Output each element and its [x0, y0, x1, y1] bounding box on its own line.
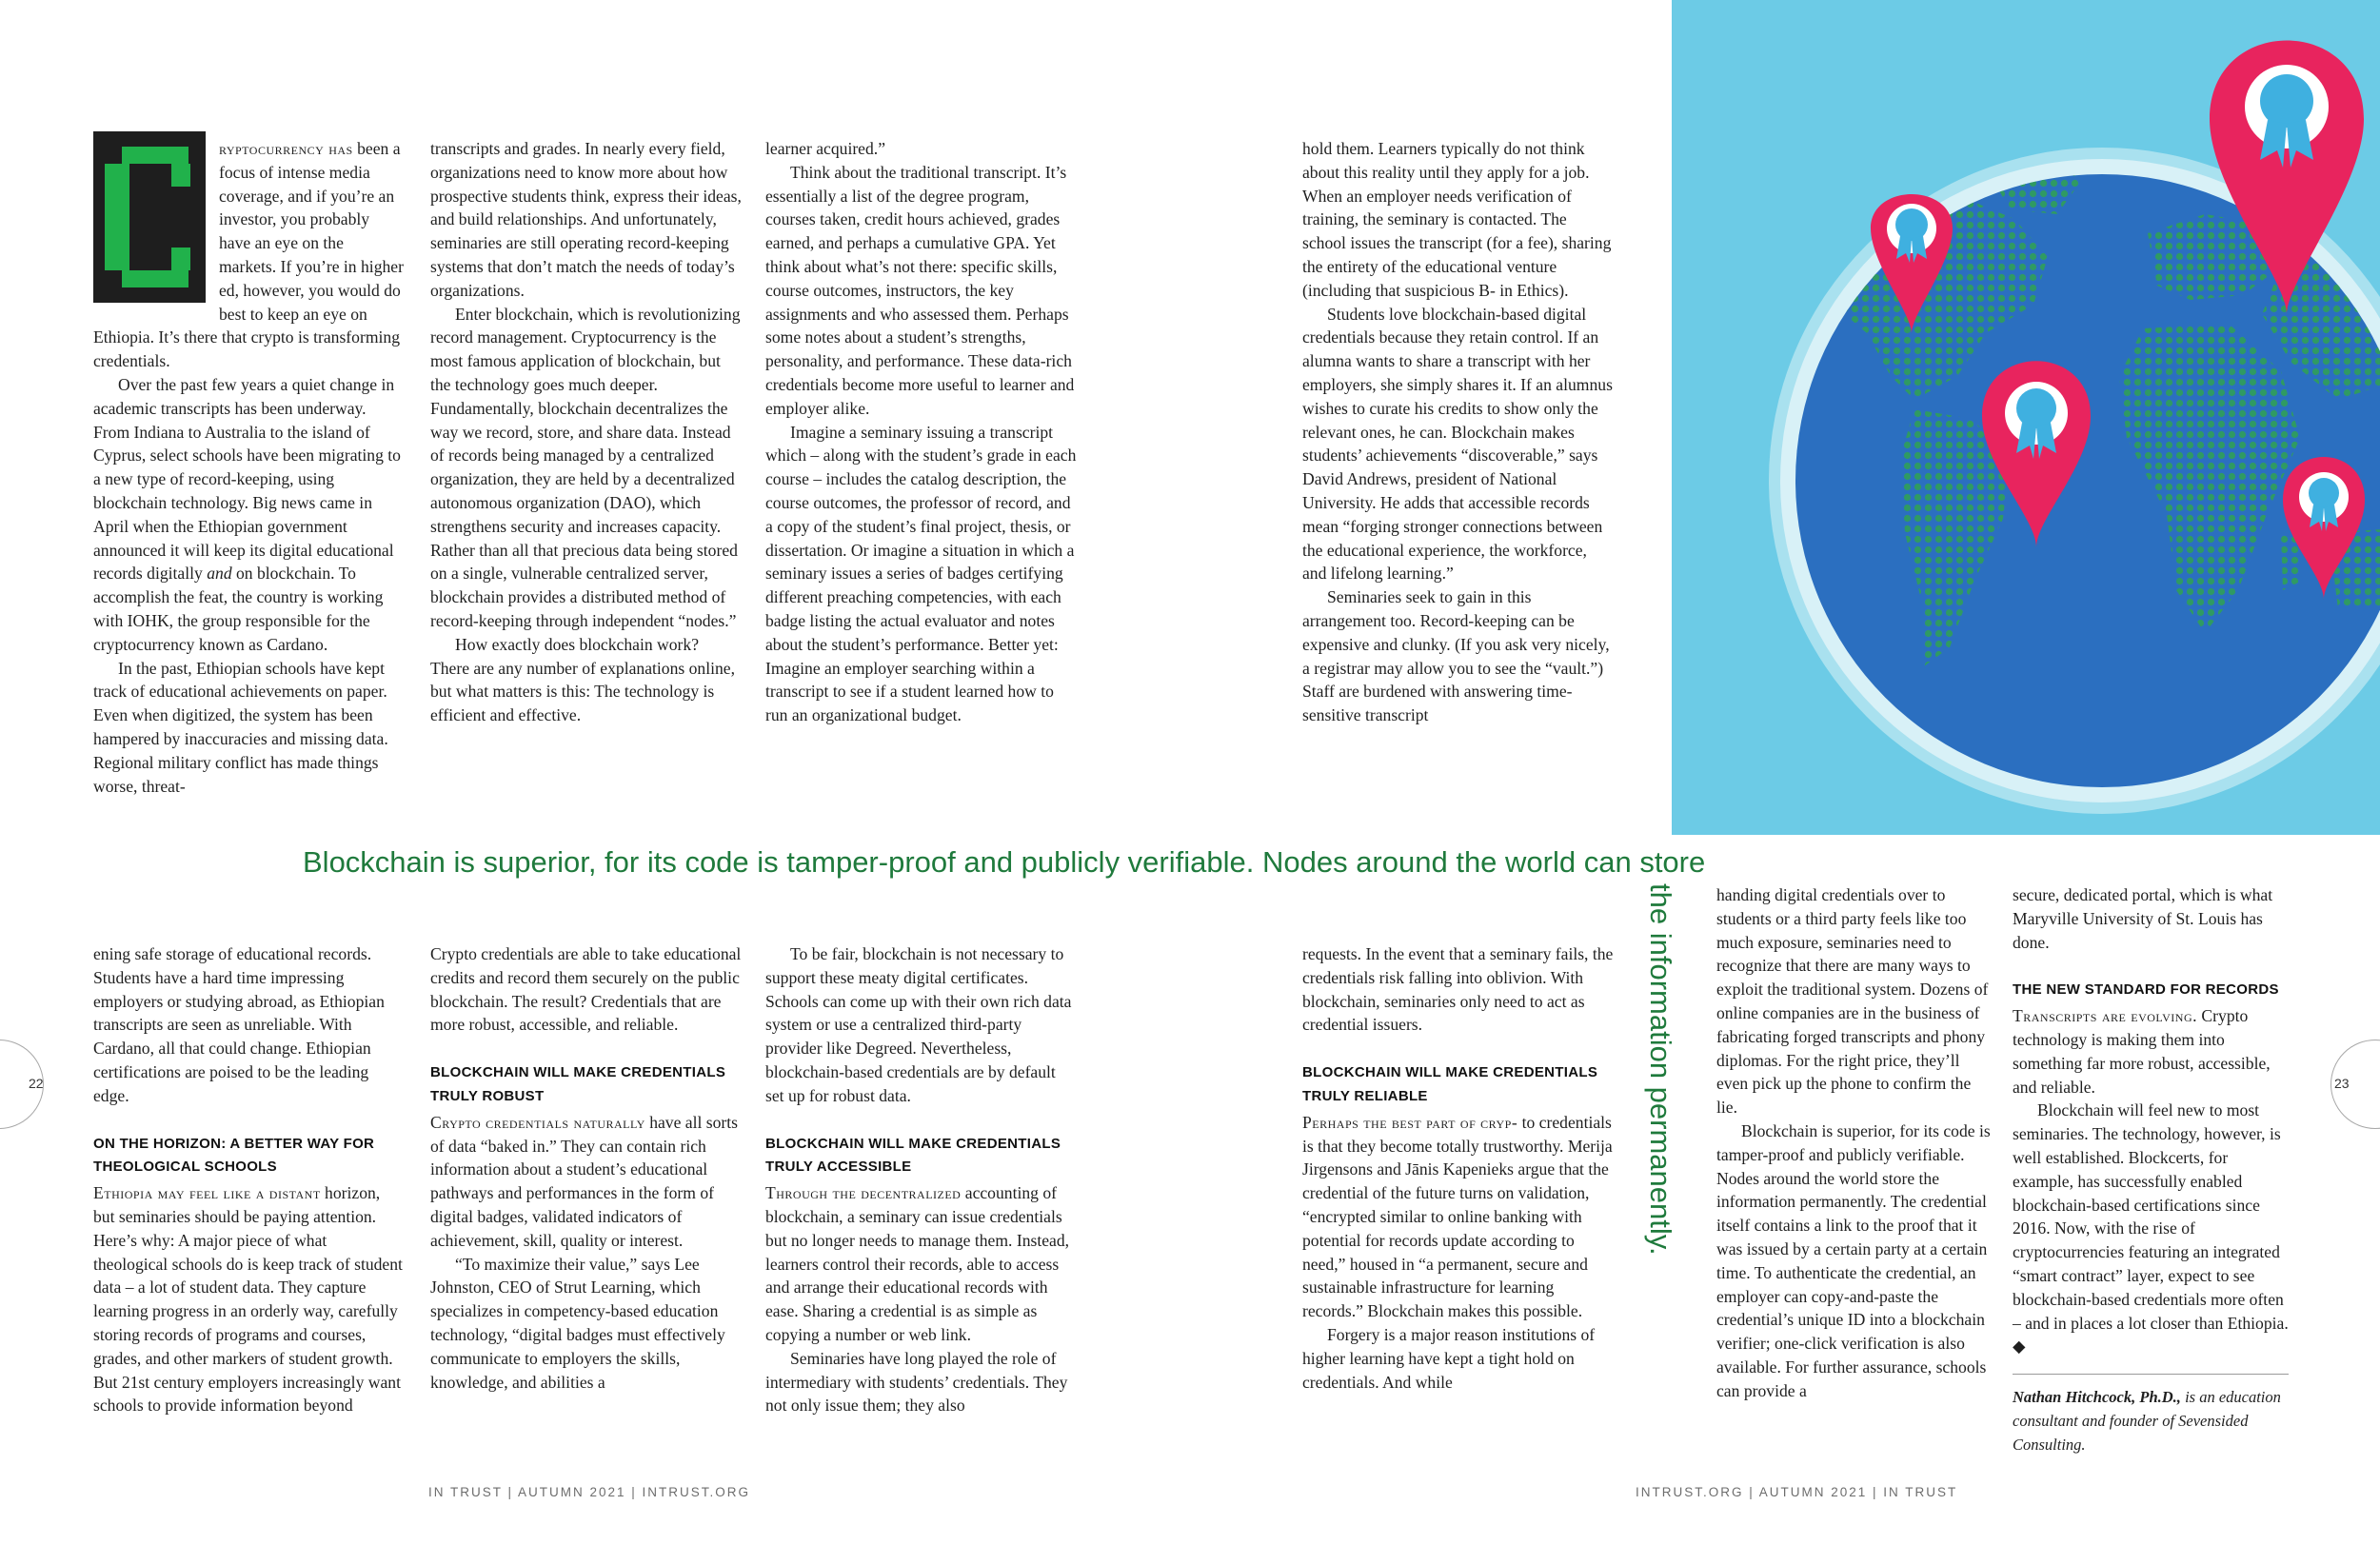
footer-right: INTRUST.ORG | AUTUMN 2021 | IN TRUST — [1636, 1485, 1958, 1499]
globe-with-pins-icon — [1672, 0, 2380, 835]
section-heading: THE NEW STANDARD FOR RECORDS — [2013, 981, 2279, 999]
dropcap — [93, 131, 206, 303]
pull-quote: Blockchain is superior, for its code is tamper-proof and publicly verifiable. Nodes around the world can store — [303, 845, 1706, 879]
page-number-right: 23 — [2334, 1076, 2350, 1091]
intro-lead: ryptocurrency has — [219, 139, 353, 158]
article-column-7: To be fair, blockchain is not necessary to support these meaty digital certificates. Schools can come up with their own rich data system or use a centralized third-party provider like Degreed. Nevertheless, blockchain-based credentials are by default set up for robust data. BLOCKCHAIN WILL MAKE CREDENTIALS TRULY ACCESSIBLE Through the decentralized accounting of blockchain, a seminary can issue credentials but no longer needs to manage them. Instead, learners control their records, able to access and arrange their educational records with ease. Sharing a credential is as simple as copying a number or web link. Seminaries have long played the role of intermediary with students’ credentials. They not only issue them; they also — [765, 942, 1077, 1417]
article-column-8: requests. In the event that a seminary fails, the credentials risk falling into oblivion. With blockchain, seminaries only need to act as credential issuers. BLOCKCHAIN WILL MAKE CREDENTIALS TRULY RELIABLE Perhaps the best part of cryp- to credentials is that they become totally trustworthy. Merija Jirgensons and Jānis Kapenieks argue that the credential of the future turns on validation, “encrypted similar to online banking with potential for records update according to need,” housed in “a permanent, secure and sustainable infrastructure for learning records.” Blockchain makes this possible. Forgery is a major reason institutions of higher learning have kept a tight hold on credentials. And while — [1302, 944, 1614, 1392]
author-bio: Nathan Hitchcock, Ph.D., is an education consultant and founder of Sevensided Consulting. — [2013, 1374, 2289, 1456]
section-heading: ON THE HORIZON: A BETTER WAY FOR THEOLOGICAL SCHOOLS — [93, 1135, 375, 1176]
section-heading: BLOCKCHAIN WILL MAKE CREDENTIALS TRULY ROBUST — [430, 1064, 726, 1104]
footer-left: IN TRUST | AUTUMN 2021 | INTRUST.ORG — [428, 1485, 751, 1499]
section-heading: BLOCKCHAIN WILL MAKE CREDENTIALS TRULY RELIABLE — [1302, 1064, 1598, 1104]
article-column-4: hold them. Learners typically do not think about this reality until they apply for a job. When an employer needs verification of training, the seminary is contacted. The school issues the transcript (for a fee), sharing the entirety of the educational venture (including that suspicious B- in Ethics). Students love blockchain-based digital credentials because they retain control. If an alumna wants to share a transcript with her employers, she simply shares it. If an alumnus wishes to curate his credits to show only the relevant ones, he can. Blockchain makes students’ achievements “discoverable,” says David Andrews, president of National University. He adds that accessible records mean “forging stronger connections between the educational experience, the workforce, and lifelong learning.” Seminaries seek to gain in this arrangement too. Record-keeping can be expensive and clunky. (If you ask very nicely, a registrar may allow you to see the “vault.”) Staff are burdened with answering time-sensitive transcript — [1302, 139, 1613, 725]
article-column-2: transcripts and grades. In nearly every field, organizations need to know more about how prospective students think, express their ideas, and build relationships. And unfortunately, seminaries are still operating record-keeping systems that don’t match the needs of today’s organizations. Enter blockchain, which is revolutionizing record management. Cryptocurrency is the most famous application of blockchain, but the technology goes much deeper. Fundamentally, blockchain decentralizes the way we record, store, and share data. Instead of records being managed by a centralized organization, they are held by a decentralized autonomous organization (DAO), which strengthens security and increases capacity. Rather than all that precious data being stored on a single, vulnerable centralized server, blockchain provides a distributed method of record-keeping through independent “nodes.” How exactly does blockchain work? There are any number of explanations online, but what matters is this: The technology is efficient and effective. — [430, 139, 742, 725]
article-column-10: secure, dedicated portal, which is what Maryville University of St. Louis has done. THE NEW STANDARD FOR RECORDS Transcripts are evolving. Crypto technology is making them into something far more robust, accessible, and reliable. Blockchain will feel new to most seminaries. The technology, however, is well established. Blockcerts, for example, has successfully enabled blockchain-based certifications since 2016. Now, with the rise of cryptocurrencies featuring an integrated “smart contract” layer, expect to see blockchain-based credentials more often – and in places a lot closer than Ethiopia. ◆ Nathan Hitchcock, Ph.D., is an education consultant and founder of Sevensided Consulting. — [2013, 883, 2289, 1457]
page-number-left: 22 — [29, 1076, 44, 1091]
globe-illustration — [1672, 0, 2380, 835]
end-mark-icon: ◆ — [2013, 1337, 2026, 1357]
article-column-1: ryptocurrency has been a focus of intense media coverage, and if you’re an investor, you probably have an eye on the markets. If you’re in higher ed, however, you would do best to keep an eye on Ethiopia. It’s there that crypto is transforming credentials. Over the past few years a quiet change in academic transcripts has been underway. From Indiana to Australia to the island of Cyprus, select schools have been migrating to a new type of record-keeping, using blockchain technology. Big news came in April when the Ethiopian government announced it will keep its digital educational records digitally and on blockchain. To accomplish the feat, the country is working with IOHK, the group responsible for the cryptocurrency known as Cardano. In the past, Ethiopian schools have kept track of educational achievements on paper. Even when digitized, the system has been hampered by inaccuracies and missing data. Regional military conflict has made things worse, threat- — [93, 137, 405, 798]
article-column-6: Crypto credentials are able to take educational credits and record them securely on the public blockchain. The result? Credentials that are more robust, accessible, and reliable. BLOCKCHAIN WILL MAKE CREDENTIALS TRULY ROBUST Crypto credentials naturally have all sorts of data “baked in.” They can contain rich information about a student’s educational pathways and performances in the form of digital badges, validated indicators of achievement, skill, quality or interest. “To maximize their value,” says Lee Johnston, CEO of Strut Learning, which specializes in competency-based education technology, “digital badges must effectively communicate to employers the skills, knowledge, and abilities a — [430, 944, 742, 1392]
pull-quote-vertical: the information permanently. — [1644, 883, 1677, 1256]
article-column-3: learner acquired.” Think about the traditional transcript. It’s essentially a list of the degree program, courses taken, credit hours achieved, grades earned, and perhaps a cumulative GPA. Yet think about what’s not there: specific skills, course outcomes, instructors, the key assignments and who assessed them. Perhaps some notes about a student’s strengths, personality, and performance. These data-rich credentials become more useful to learner and employer alike. Imagine a seminary issuing a transcript which – along with the student’s grade in each course – includes the catalog description, the course outcomes, the professor of record, and a copy of the student’s final project, thesis, or dissertation. Or imagine a situation in which a seminary issues a series of badges certifying different preaching competencies, with each badge listing the actual evaluator and notes about the student’s performance. Better yet: Imagine an employer searching within a transcript to see if a student learned how to run an organizational budget. — [765, 139, 1077, 725]
section-heading: BLOCKCHAIN WILL MAKE CREDENTIALS TRULY ACCESSIBLE — [765, 1135, 1061, 1176]
article-column-9: handing digital credentials over to students or a third party feels like too much exposure, seminaries need to recognize that there are many ways to exploit the traditional system. Dozens of online companies are in the business of fabricating forged transcripts and phony diplomas. For the right price, they’ll even pick up the phone to confirm the lie. Blockchain is superior, for its code is tamper-proof and publicly verifiable. Nodes around the world store the information permanently. The credential itself contains a link to the proof that it was issued by a certain party at a certain time. To authenticate the credential, an employer can copy-and-paste the credential’s unique ID into a blockchain verifier; one-click verification is also available. For further assurance, schools can provide a — [1716, 885, 1991, 1400]
article-column-5: ening safe storage of educational records. Students have a hard time impressing employers or studying abroad, as Ethiopian transcripts are seen as unreliable. With Cardano, all that could change. Ethiopian certifications are poised to be the leading edge. ON THE HORIZON: A BETTER WAY FOR THEOLOGICAL SCHOOLS Ethiopia may feel like a distant horizon, but seminaries should be paying attention. Here’s why: A major piece of what theological schools do is keep track of student data – a lot of student data. They capture learning progress in an orderly way, carefully storing records of programs and courses, grades, and other markers of student growth. But 21st century employers increasingly want schools to provide information beyond — [93, 942, 405, 1417]
